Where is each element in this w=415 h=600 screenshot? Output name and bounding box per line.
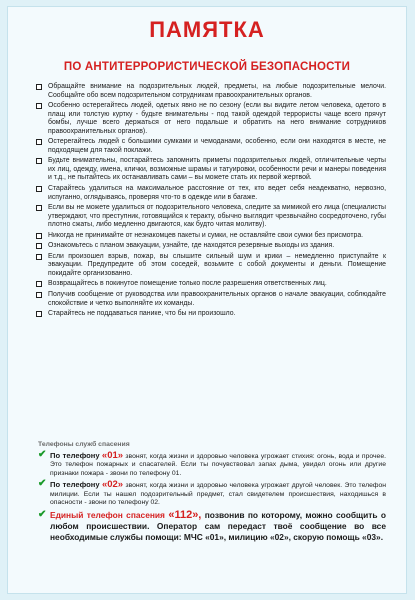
phone-lead: По телефону [50, 451, 100, 460]
list-item [36, 102, 386, 136]
list-item [36, 138, 386, 155]
list-item [36, 242, 386, 251]
phone-entry-01 [38, 449, 386, 478]
list-item [36, 291, 386, 308]
emergency-entry [39, 510, 386, 543]
list-item [36, 310, 386, 319]
phone-number: «02» [101, 479, 124, 491]
checkbox-icon [36, 292, 42, 298]
page-subtitle: ПО АНТИТЕРРОРИСТИЧЕСКОЙ БЕЗОПАСНОСТИ [63, 61, 351, 73]
list-item-text: Обращайте внимание на подозрительных людей, предметы, на любые подозрительные мелочи. Сообщайте обо всем подозрительном сотрудникам правоохранительных органов. [48, 83, 386, 99]
list-item [36, 157, 386, 183]
checkbox-icon [36, 311, 42, 317]
checkbox-icon [36, 103, 42, 109]
checkbox-icon [36, 233, 42, 239]
list-item [36, 185, 386, 202]
phone-description: звонят, когда жизни и здоровью человека угрожает стихия: огонь, вода и прочее. Это телефон пожарных и спасателей. Если ты почувствовал запах дыма, увидел огонь или другие признаки пожара - звони по телефону 01. [50, 453, 386, 477]
list-item [36, 280, 386, 289]
list-item-text: Особенно остерегайтесь людей, одетых явно не по сезону (если вы видите летом человека, одетого в плащ или толстую куртку - будьте внимательны - под такой одеждой террористы чаще всего прячут бомбы, лучше всего держаться от него подальше и обратить на него внимание сотрудников правоохранительных органов). [48, 102, 386, 135]
emergency-lead: Единый телефон спасения [50, 510, 165, 521]
list-item [36, 83, 386, 100]
memo-sheet [7, 6, 407, 594]
list-item [36, 232, 386, 241]
phone-number: «01» [101, 450, 124, 461]
list-item [36, 204, 386, 230]
checkbox-icon [36, 84, 42, 90]
list-item [36, 253, 386, 279]
emergency-number: «112», [168, 509, 202, 522]
phone-description: звонят, когда жизни и здоровью человека угрожает другой человек. Это телефон милиции. Если ты нашел подозрительный предмет, стал свидетелем происшествия, находишься в опасности - звони по телефону 02. [50, 482, 387, 507]
checkmark-icon: ✔ [38, 478, 47, 490]
checkbox-icon [36, 158, 42, 164]
safety-rules-list [36, 83, 386, 319]
checkmark-icon: ✔ [38, 449, 47, 460]
checkmark-icon: ✔ [38, 509, 47, 521]
list-item-text: Остерегайтесь людей с большими сумками и чемоданами, особенно, если они находятся в месте, не подходящем для такой поклажи. [48, 138, 386, 154]
list-item-text: Старайтесь не поддаваться панике, что бы ни произошло. [48, 310, 236, 318]
list-item-text: Ознакомьтесь с планом эвакуации, узнайте, где находятся резервные выходы из здания. [48, 242, 335, 250]
checkbox-icon [36, 254, 42, 260]
list-item-text: Если вы не можете удалиться от подозрительного человека, следите за мимикой его лица (специалисты утверждают, что преступник, готовящийся к теракту, обычно выглядит чрезвычайно сосредоточено, губы плотно сжаты, либо медленно двигаются, как будто читая молитву). [48, 204, 386, 229]
checkbox-icon [36, 139, 42, 145]
list-item-text: Возвращайтесь в покинутое помещение только после разрешения ответственных лиц. [48, 280, 327, 288]
list-item-text: Получив сообщение от руководства или правоохранительных органов о начале эвакуации, соблюдайте спокойствие и четко выполняйте их команды. [48, 291, 386, 307]
phone-entry-02 [38, 478, 387, 507]
list-item-text: Старайтесь удалиться на максимальное расстояние от тех, кто ведет себя неадекватно, нервозно, испуганно, оглядываясь, проверяя что-то в одежде или в багаже. [48, 185, 386, 201]
phones-block [38, 449, 387, 543]
checkbox-icon [36, 186, 42, 192]
emergency-description: позвонив по которому, можно сообщить о любом происшествии. Оператор сам передаст твоё сообщение во все необходимые службы помощи: МЧС «01», милицию «02», скорую помощь «03». [50, 510, 387, 543]
list-item-text: Если произошел взрыв, пожар, вы слышите сильный шум и крики – немедленно приступайте к эвакуации. Предупредите об этом соседей, возьмите с собой документы и деньги. Помещение покидайте организованно. [48, 252, 386, 277]
checkbox-icon [36, 205, 42, 211]
list-item-text: Никогда не принимайте от незнакомцев пакеты и сумки, не оставляйте свои сумки без присмотра. [48, 231, 364, 239]
list-item-text: Будьте внимательны, постарайтесь запомнить приметы подозрительных людей, отличительные черты их лиц, одежду, имена, клички, возможные шрамы и татуировки, особенности речи и манеры поведения и т.д., не пытайтесь их останавливать сами – вы можете стать их первой жертвой. [48, 157, 386, 182]
phone-lead: По телефону [50, 480, 100, 490]
checkbox-icon [36, 243, 42, 249]
checkbox-icon [36, 281, 42, 287]
page-title: ПАМЯТКА [149, 17, 265, 42]
section-label: Телефоны служб спасения [38, 441, 130, 448]
